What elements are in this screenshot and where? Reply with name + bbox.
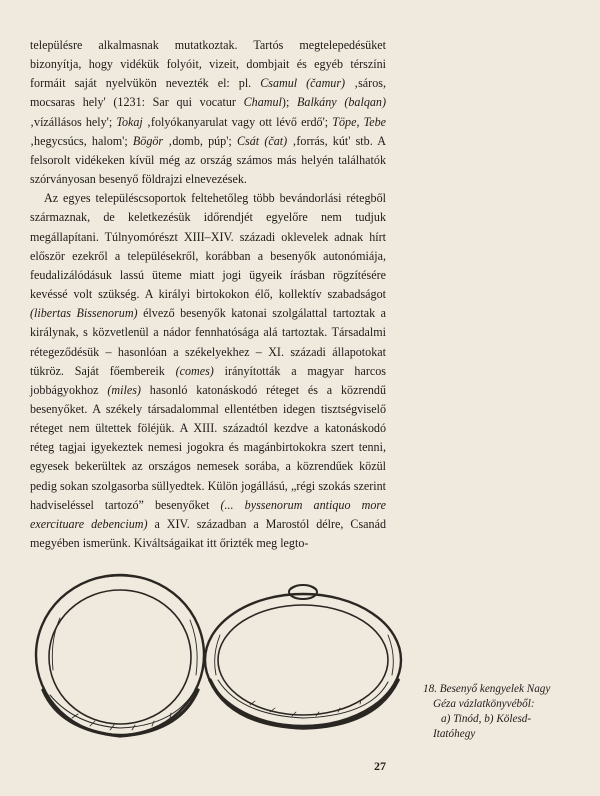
stirrup-figure bbox=[20, 540, 415, 755]
caption-line-4: Itatóhegy bbox=[433, 728, 476, 740]
stirrup-b-drawing bbox=[205, 585, 401, 728]
figure-caption bbox=[423, 682, 583, 742]
body-text bbox=[30, 36, 386, 553]
page-number: 27 bbox=[374, 759, 386, 773]
caption-line-2: Géza vázlatkönyvéből: bbox=[433, 698, 535, 710]
stirrup-a-drawing bbox=[36, 575, 204, 736]
caption-line-3: a) Tinód, b) Kölesd- bbox=[441, 713, 532, 725]
paragraph-2: Az egyes településcsoportok feltehetőleg több bevándorlási rétegből származnak, de keletkezésük időrendjét egyelőre nem tudjuk megállapítani. Túlnyomórészt XIII–XIV. századi oklevelek adnak hírt először ezekről a településekről, korábban a besenyők autonómiája, feudalizálódásuk lassú üteme miatt jogi ügyeik írásban rögzítésére kevéssé volt szükség. A királyi birtokokon élő, kollektív szabadságot (libertas Bissenorum) élvező besenyők katonai szolgálattal tartoztak a királynak, s közvetlenül a nádor fennhatósága alá tartoztak. Társadalmi rétegeződésük – hasonlóan a székelyekhez – XI. századi állapotokat tükröz. Saját főembereik (comes) irányították a magyar harcos jobbágyokhoz (miles) hasonló katonáskodó réteget és a közrendű besenyőket. A székely társadalommal ellentétben idegen tisztségviselő réteget nem ültettek föléjük. A XIII. századtól kezdve a katonáskodó réteg tagjai igyekeztek nemesi jogokra és magánbirtokokra szert tenni, egyesek bekerültek az országos nemesek sorába, a közrendűek közül pedig sokan szolgasorba süllyedtek. Külön jogállású, „régi szokás szerint hadviseléssel tartozó” besenyőket (... byssenorum antiquo more exercituare debencium) a XIV. században a Marostól délre, Csanád megyében ismerünk. Kiváltságaikat itt őrizték meg legto- bbox=[30, 191, 387, 551]
caption-line-1: 18. Besenyő kengyelek Nagy bbox=[423, 683, 551, 695]
paragraph-1: településre alkalmasnak mutatkoztak. Tartós megtelepedésüket bizonyítja, hogy vidékük folyóit, vizeit, dombjait és egyéb térszíni formáit saját nyelvükön nevezték el: pl. Csamul (čamur) ‚sáros, mocsaras hely' (1231: Sar qui vocatur Chamul); Balkány (balqan) ‚vízállásos hely'; Tokaj ‚folyókanyarulat vagy ott lévő erdő'; Töpe, Tebe ‚hegycsúcs, halom'; Bögör ‚domb, púp'; Csát (čat) ‚forrás, kút' stb. A felsorolt vidékeken kívül még az ország számos más helyén találhatók szórványosan besenyő földrajzi elnevezések. bbox=[30, 38, 387, 187]
